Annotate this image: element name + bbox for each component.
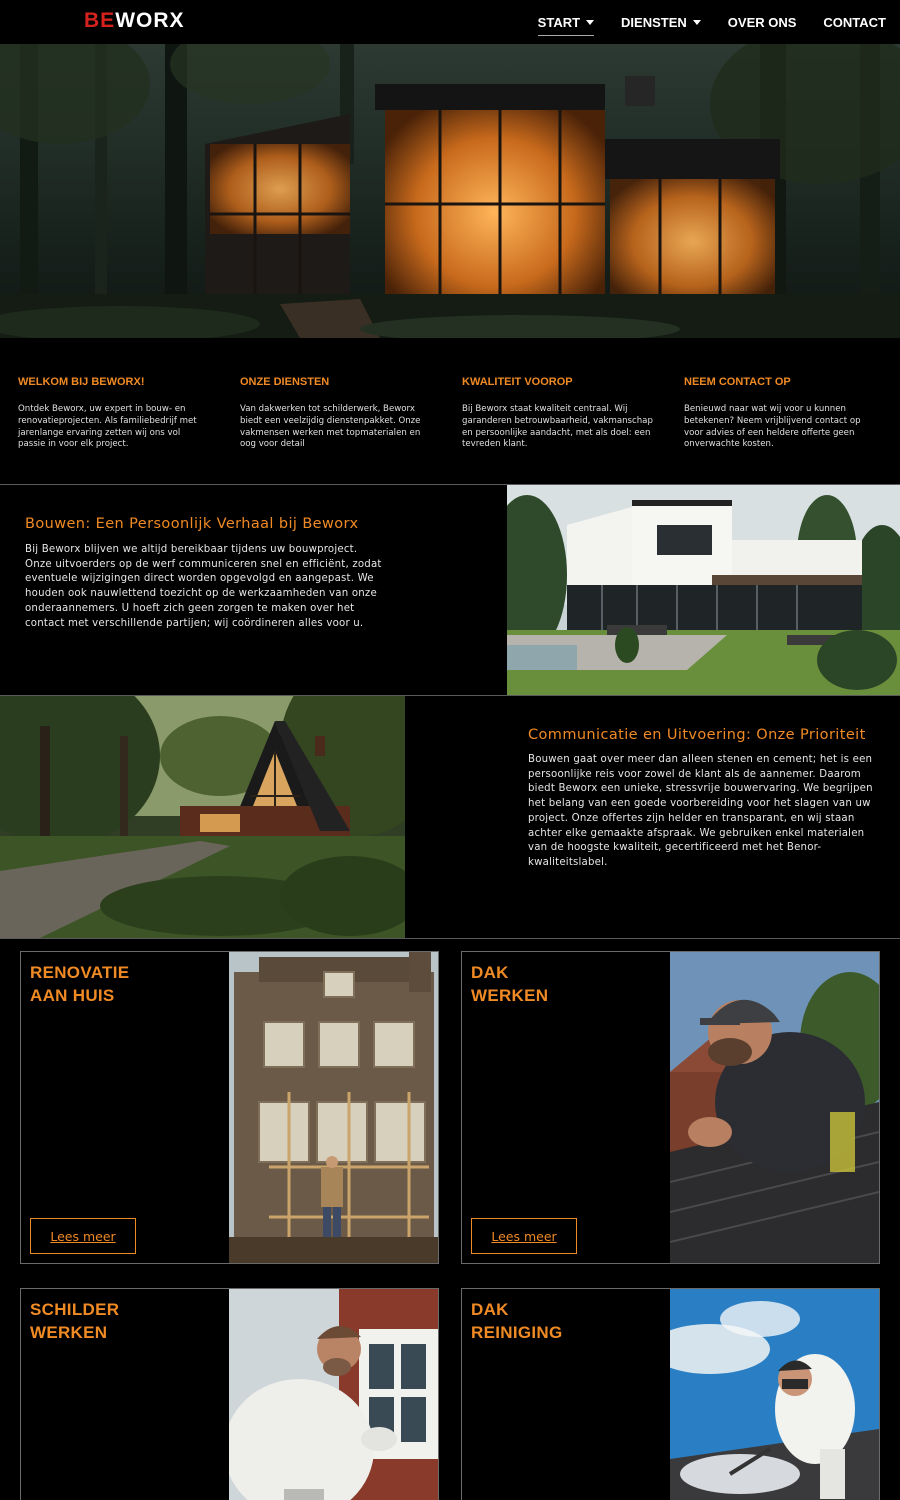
painter-image xyxy=(229,1289,438,1500)
story-heading: Communicatie en Uitvoering: Onze Prioriteit xyxy=(528,727,866,743)
chevron-down-icon xyxy=(693,20,701,25)
story-communication xyxy=(528,726,878,871)
feature-services xyxy=(240,376,432,451)
divider xyxy=(0,938,900,939)
feature-text: Benieuwd naar wat wij voor u kunnen betekenen? Neem vrijblijvend contact op voor advies of een heldere offerte geen onverwachte kosten. xyxy=(684,404,861,450)
story-text: Bij Beworx blijven we altijd bereikbaar tijdens uw bouwproject. Onze uitvoerders op de werf communiceren snel en efficiënt, zodat eventuele wijzigingen direct worden opgevolgd en aangepast. We houden ook nauwlettend toezicht op de werkzaamheden van onze onderaannemers. U hoeft zich geen zorgen te maken over het contact met verschillende partijen; wij coördineren alles voor u. xyxy=(25,544,382,629)
roof-cleaning-image xyxy=(670,1289,879,1500)
service-card-dakwerken xyxy=(461,951,880,1264)
service-card-renovatie xyxy=(20,951,439,1264)
service-title: DAK WERKEN xyxy=(471,963,549,1005)
feature-title: NEEM CONTACT OP xyxy=(684,376,791,388)
a-frame-house-image xyxy=(0,696,405,938)
feature-quality xyxy=(462,376,654,451)
feature-title: WELKOM BIJ BEWORX! xyxy=(18,376,145,388)
modern-white-house-image xyxy=(507,485,900,695)
feature-contact xyxy=(684,376,876,451)
hero-image xyxy=(0,44,900,338)
story-personal xyxy=(25,515,385,631)
features-section xyxy=(0,338,900,484)
brand-logo[interactable]: BEWORX xyxy=(84,9,185,32)
feature-text: Van dakwerken tot schilderwerk, Beworx biedt een veelzijdig dienstenpakket. Onze vakmensen werken met topmaterialen en oog voor detail xyxy=(240,404,421,450)
service-title: SCHILDER WERKEN xyxy=(30,1300,120,1342)
feature-title: KWALITEIT VOOROP xyxy=(462,376,573,388)
chevron-down-icon xyxy=(586,20,594,25)
nav-item-contact[interactable]: CONTACT xyxy=(823,14,886,30)
service-title: DAK REINIGING xyxy=(471,1300,563,1342)
main-menu xyxy=(511,0,886,44)
service-card-dakreiniging xyxy=(461,1288,880,1500)
service-title: RENOVATIE AAN HUIS xyxy=(30,963,130,1005)
service-card-schilderwerken xyxy=(20,1288,439,1500)
roofer-image xyxy=(670,952,879,1263)
nav-item-over-ons[interactable]: OVER ONS xyxy=(727,14,797,30)
feature-title: ONZE DIENSTEN xyxy=(240,376,330,388)
story-text: Bouwen gaat over meer dan alleen stenen en cement; het is een persoonlijke reis voor zowel de klant als de aannemer. Daarom biedt Beworx een unieke, stressvrije bouwervaring. We begrijpen het belang van een goede voorbereiding voor het slagen van uw project. Onze offertes zijn helder en transparant, en wij staan achter elke gemaakte afspraak. We gebruiken enkel materialen van de hoogste kwaliteit, gecertificeerd met het Benor-kwaliteitslabel. xyxy=(528,754,873,868)
read-more-button[interactable]: Lees meer xyxy=(30,1218,136,1254)
feature-welcome xyxy=(18,376,210,451)
nav-item-diensten[interactable]: DIENSTEN xyxy=(621,15,701,30)
top-navigation xyxy=(0,0,900,44)
feature-text: Bij Beworx staat kwaliteit centraal. Wij garanderen betrouwbaarheid, vakmanschap en persoonlijke aandacht, met als doel: een tevreden klant. xyxy=(462,404,653,450)
renovation-house-image xyxy=(229,952,438,1263)
story-heading: Bouwen: Een Persoonlijk Verhaal bij Beworx xyxy=(25,516,359,532)
read-more-button[interactable]: Lees meer xyxy=(471,1218,577,1254)
nav-item-start[interactable]: START xyxy=(538,15,594,30)
feature-text: Ontdek Beworx, uw expert in bouw- en renovatieprojecten. Als familiebedrijf met jarenlange ervaring zetten wij ons vol passie in voor elk project. xyxy=(18,404,197,450)
